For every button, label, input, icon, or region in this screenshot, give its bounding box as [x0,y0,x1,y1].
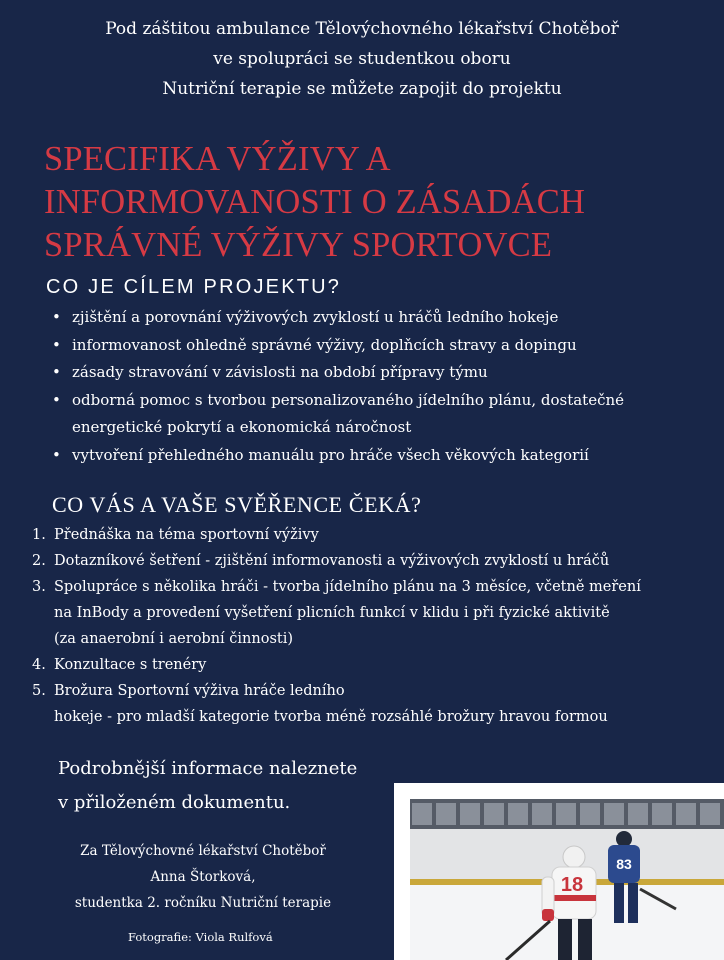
list-item [30,359,710,387]
bullet-icon: • [52,308,61,326]
more-info-line: v přiloženém dokumentu. [58,792,291,813]
photo-credit: Fotografie: Viola Rulfová [128,930,273,944]
title-line: SPRÁVNÉ VÝŽIVY SPORTOVCE [44,226,553,264]
step-text: Konzultace s trenéry [54,657,207,673]
list-item [30,574,720,652]
step-text: na InBody a provedení vyšetření plicních funkcí v klidu i při fyzické aktivitě [54,605,610,621]
page-title [44,138,714,267]
svg-text:83: 83 [616,856,632,872]
bullet-icon: • [52,363,61,381]
list-item [30,548,720,574]
intro-line: Pod záštitou ambulance Tělovýchovného lékařství Chotěboř [105,19,619,39]
goals-list [30,304,710,469]
step-text: Spolupráce s několika hráči - tvorba jídelního plánu na 3 měsíce, včetně meření [54,579,641,595]
intro-text [0,14,724,104]
step-number: 5. [32,683,46,699]
signature-line: Za Tělovýchovné lékařství Chotěboř [80,843,326,859]
step-number: 1. [32,527,46,543]
goal-text: zjištění a porovnání výživových zvyklostí u hráčů ledního hokeje [72,308,559,326]
step-number: 3. [32,579,46,595]
goal-text: vytvoření přehledného manuálu pro hráče všech věkových kategorií [72,445,589,464]
list-item [30,332,710,360]
intro-line: Nutriční terapie se můžete zapojit do projektu [162,79,562,99]
step-number: 2. [32,553,46,569]
list-item [30,387,710,442]
list-item [30,678,720,730]
hockey-photo [394,783,724,960]
await-heading: CO VÁS A VAŠE SVĚŘENCE ČEKÁ? [52,492,422,517]
goal-text: odborná pomoc s tvorbou personalizovaného jídelního plánu, dostatečné energetické pokrytí a ekonomická náročnost [72,390,625,436]
list-item [30,652,720,678]
intro-line: ve spolupráci se studentkou oboru [213,49,511,69]
step-text: Brožura Sportovní výživa hráče ledního [54,683,345,699]
bullet-icon: • [52,335,61,354]
step-text: hokeje - pro mladší kategorie tvorba méně rozsáhlé brožury hravou formou [54,709,608,725]
bullet-icon: • [52,390,61,409]
signature [38,838,368,916]
step-text: (za anaerobní i aerobní činnosti) [54,631,294,647]
more-info [58,752,357,820]
step-text: Dotazníkové šetření - zjištění informovanosti a výživových zvyklostí u hráčů [54,553,610,569]
list-item [30,304,710,332]
title-line: SPECIFIKA VÝŽIVY A [44,140,391,178]
steps-list [30,522,720,730]
step-number: 4. [32,657,46,673]
bullet-icon: • [52,445,61,464]
list-item [30,442,710,470]
goal-text: zásady stravování v závislosti na období přípravy týmu [72,363,488,381]
hockey-players-image [410,799,724,960]
goal-text: informovanost ohledně správné výživy, doplňcích stravy a dopingu [72,335,577,354]
title-line: INFORMOVANOSTI O ZÁSADÁCH [44,183,586,221]
list-item [30,522,720,548]
step-text: Přednáška na téma sportovní výživy [54,527,319,543]
goal-heading: CO JE CÍLEM PROJEKTU? [46,276,342,298]
signature-line: Anna Štorková, [150,869,256,885]
signature-line: studentka 2. ročníku Nutriční terapie [74,895,332,911]
svg-text:18: 18 [560,874,584,896]
more-info-line: Podrobnější informace naleznete [58,758,358,779]
